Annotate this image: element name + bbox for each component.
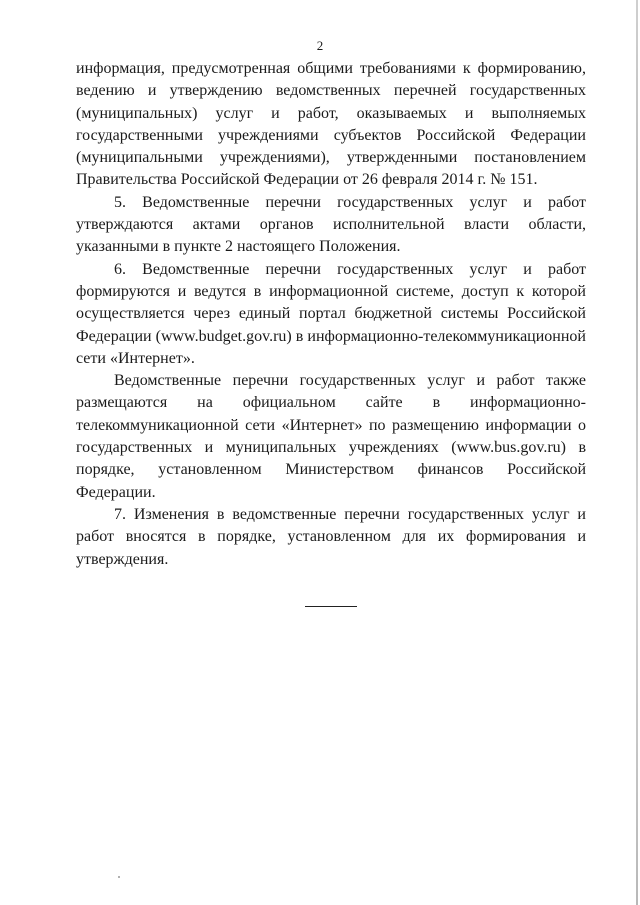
scan-edge-shadow: [636, 0, 638, 905]
paragraph-continuation: информация, предусмотренная общими требованиями к формированию, ведению и утверждению ведомственных перечней государственных (муниципальных) услуг и работ, оказываемых и выполняемых государственными учреждениями субъектов Российской Федерации (муниципальными учреждениями), утвержденными постановлением Правительства Российской Федерации от 26 февраля 2014 г. № 151.: [76, 60, 586, 189]
paragraph-item-6-publication: Ведомственные перечни государственных услуг и работ также размещаются на официальном сайте в информационно-телекоммуникационной сети «Интернет» по размещению информации о государственных и муниципальных учреждениях (www.bus.gov.ru) в порядке, установленном Министерством финансов Российской Федерации.: [76, 372, 586, 501]
paragraph-item-6: 6. Ведомственные перечни государственных услуг и работ формируются и ведутся в информационной системе, доступ к которой осуществляется через единый портал бюджетной системы Российской Федерации (www.budget.gov.ru) в информационно-телекоммуникационной сети «Интернет».: [76, 260, 586, 367]
document-body: [76, 58, 586, 571]
paragraph-item-5: 5. Ведомственные перечни государственных услуг и работ утверждаются актами органов исполнительной власти области, указанными в пункте 2 настоящего Положения.: [76, 193, 586, 256]
scan-speck: [118, 876, 120, 878]
paragraph-item-7: 7. Изменения в ведомственные перечни государственных услуг и работ вносятся в порядке, установленном для их формирования и утверждения.: [76, 505, 586, 568]
page-number: 2: [316, 38, 324, 53]
end-of-document-rule: [305, 606, 357, 607]
